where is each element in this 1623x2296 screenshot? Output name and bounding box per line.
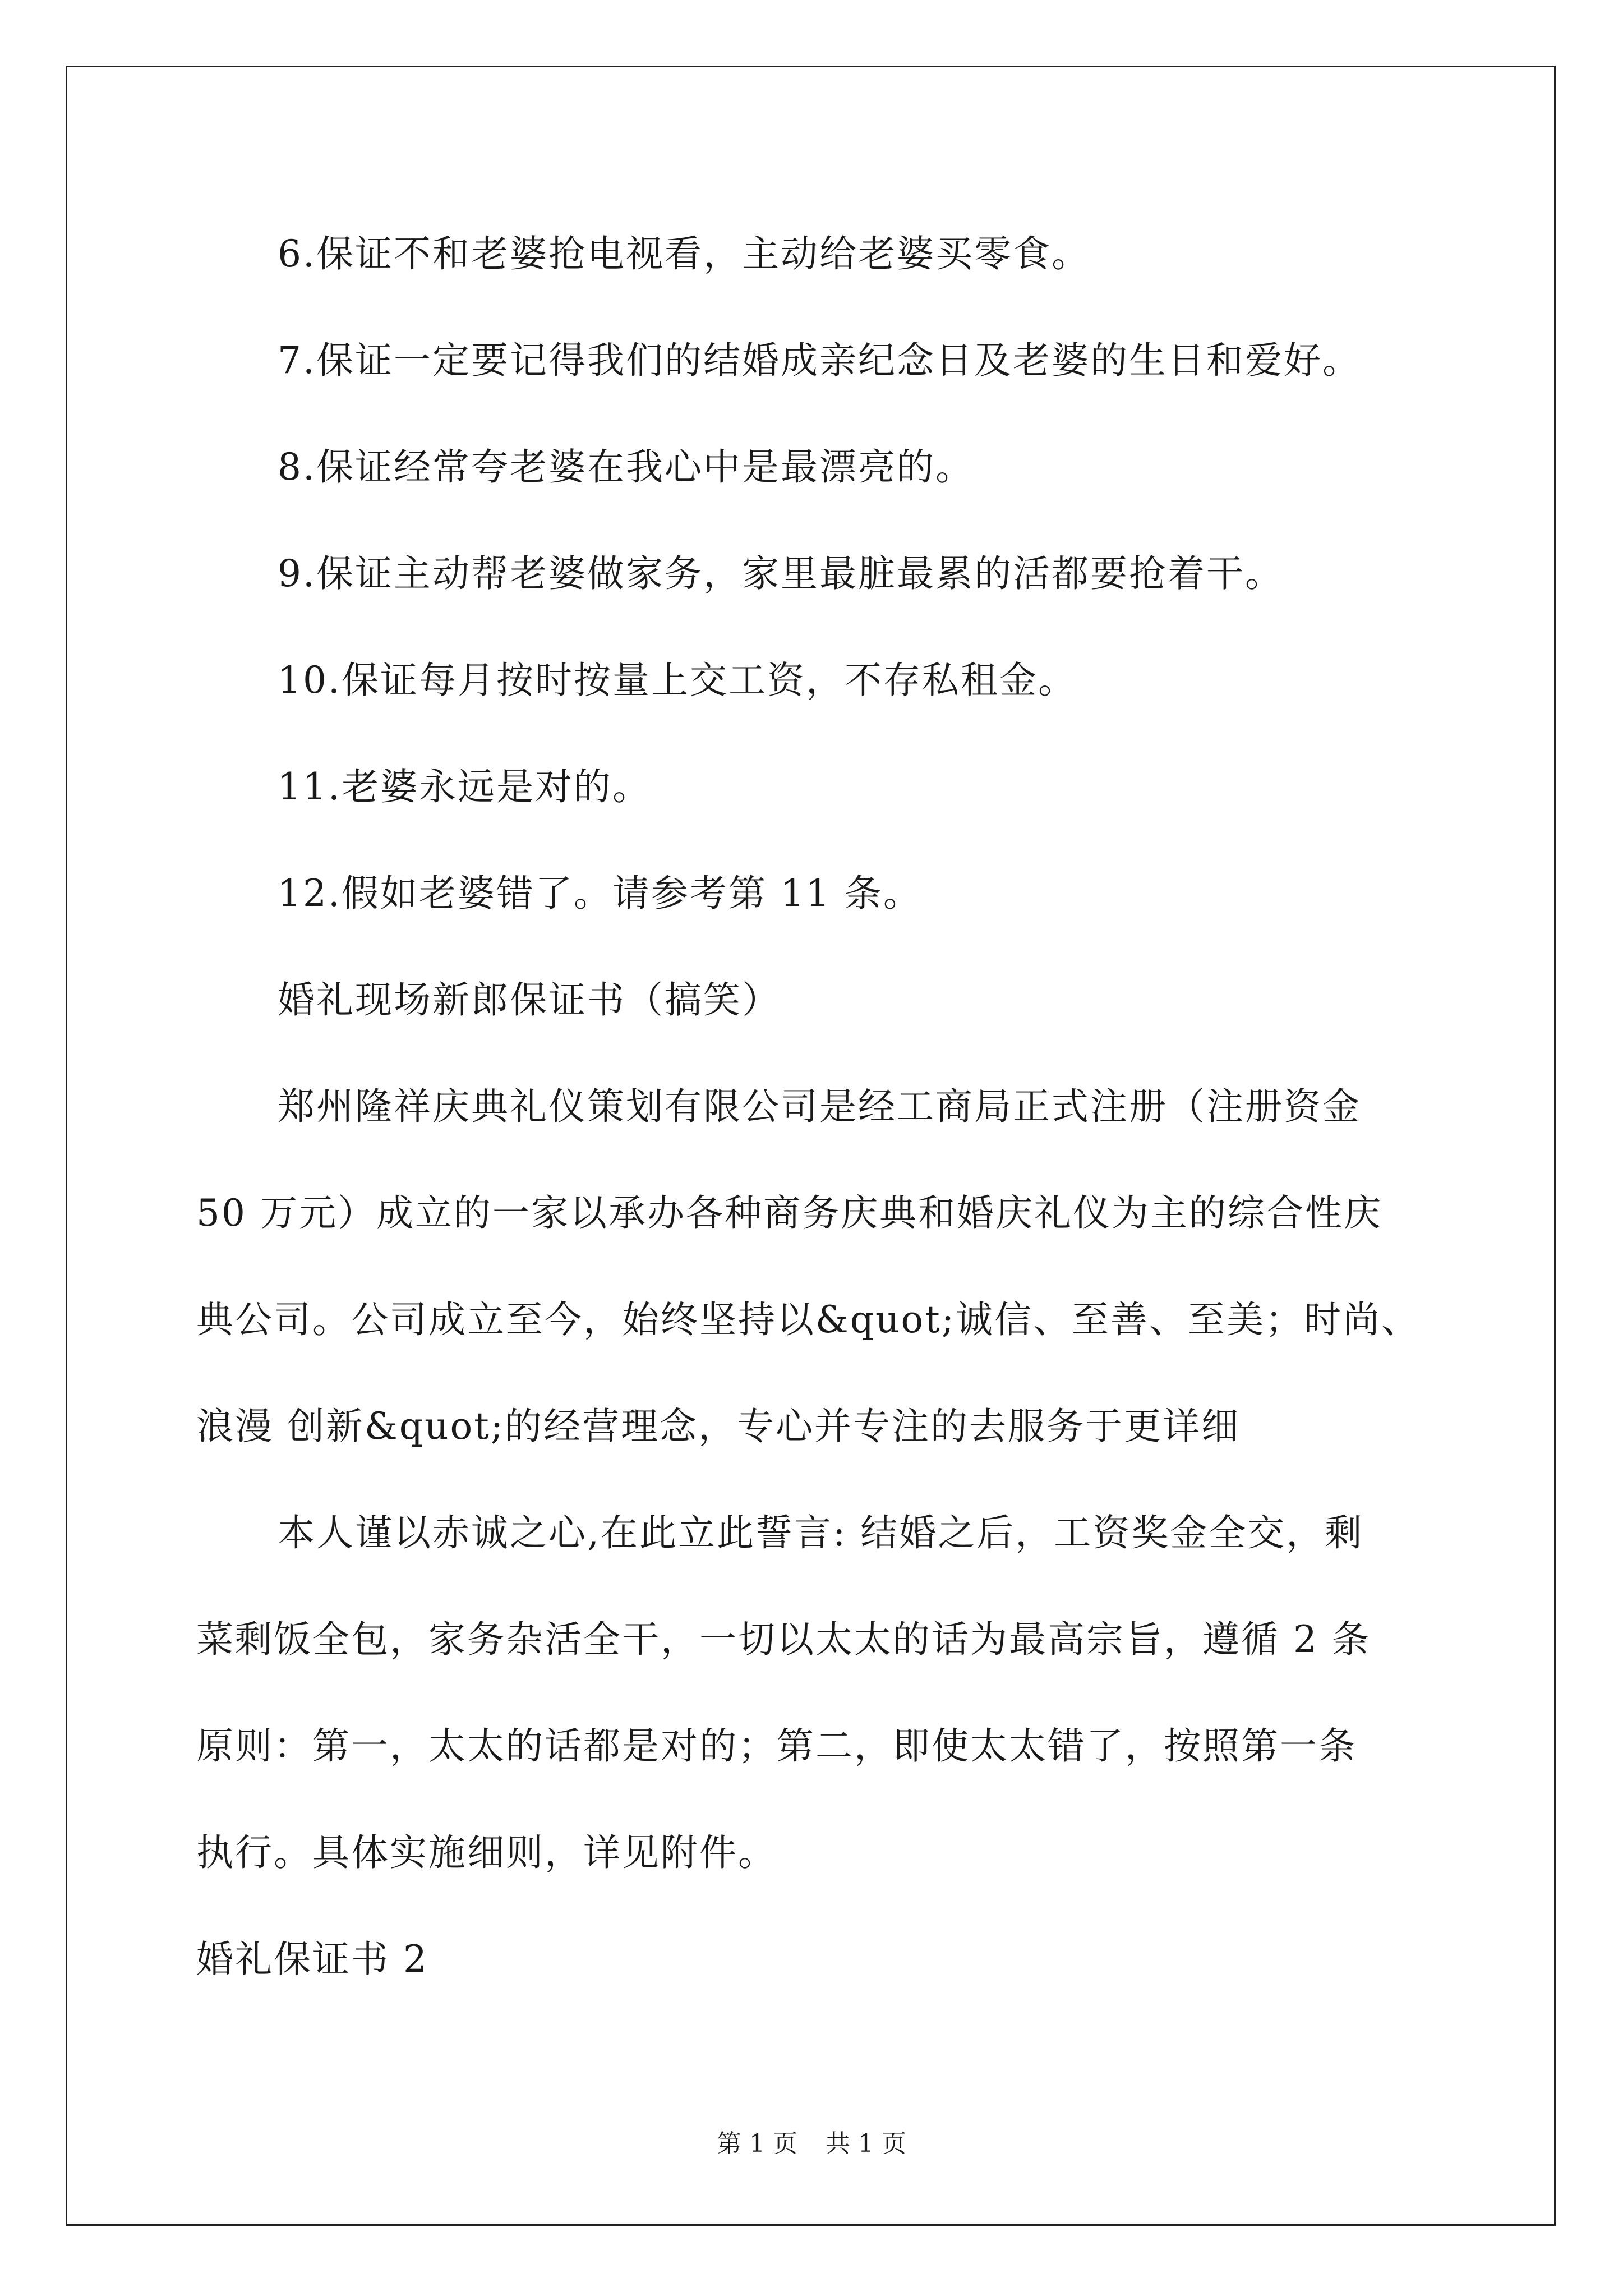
company-paragraph-line-2: 50 万元）成立的一家以承办各种商务庆典和婚庆礼仪为主的综合性庆 bbox=[196, 1191, 1382, 1235]
page-border bbox=[66, 66, 1556, 2226]
list-item-9: 9.保证主动帮老婆做家务，家里最脏最累的活都要抢着干。 bbox=[278, 552, 1284, 595]
company-paragraph-line-3: 典公司。公司成立至今，始终坚持以&quot;诚信、至善、至美；时尚、 bbox=[196, 1298, 1420, 1341]
vow-paragraph-line-1: 本人谨以赤诚之心,在此立此誓言: 结婚之后，工资奖金全交，剩 bbox=[278, 1511, 1364, 1554]
section-heading: 婚礼现场新郎保证书（搞笑） bbox=[278, 978, 781, 1022]
document-heading-2: 婚礼保证书 2 bbox=[196, 1938, 428, 1981]
list-item-11: 11.老婆永远是对的。 bbox=[278, 765, 651, 808]
list-item-7: 7.保证一定要记得我们的结婚成亲纪念日及老婆的生日和爱好。 bbox=[278, 339, 1361, 382]
page-number: 第 1 页 bbox=[717, 2129, 797, 2158]
vow-paragraph-line-4: 执行。具体实施细则，详见附件。 bbox=[196, 1831, 777, 1874]
list-item-12: 12.假如老婆错了。请参考第 11 条。 bbox=[278, 872, 922, 915]
vow-paragraph-line-3: 原则：第一，太太的话都是对的；第二，即使太太错了，按照第一条 bbox=[196, 1724, 1357, 1768]
vow-paragraph-line-2: 菜剩饭全包，家务杂活全干，一切以太太的话为最高宗旨，遵循 2 条 bbox=[196, 1618, 1371, 1661]
page-total: 共 1 页 bbox=[826, 2129, 906, 2158]
company-paragraph-line-4: 浪漫 创新&quot;的经营理念，专心并专注的去服务于更详细 bbox=[196, 1405, 1240, 1448]
list-item-6: 6.保证不和老婆抢电视看，主动给老婆买零食。 bbox=[278, 232, 1090, 275]
company-paragraph-line-1: 郑州隆祥庆典礼仪策划有限公司是经工商局正式注册（注册资金 bbox=[278, 1085, 1361, 1128]
list-item-8: 8.保证经常夸老婆在我心中是最漂亮的。 bbox=[278, 445, 974, 489]
list-item-10: 10.保证每月按时按量上交工资，不存私租金。 bbox=[278, 659, 1077, 702]
page-footer bbox=[0, 2129, 1623, 2158]
